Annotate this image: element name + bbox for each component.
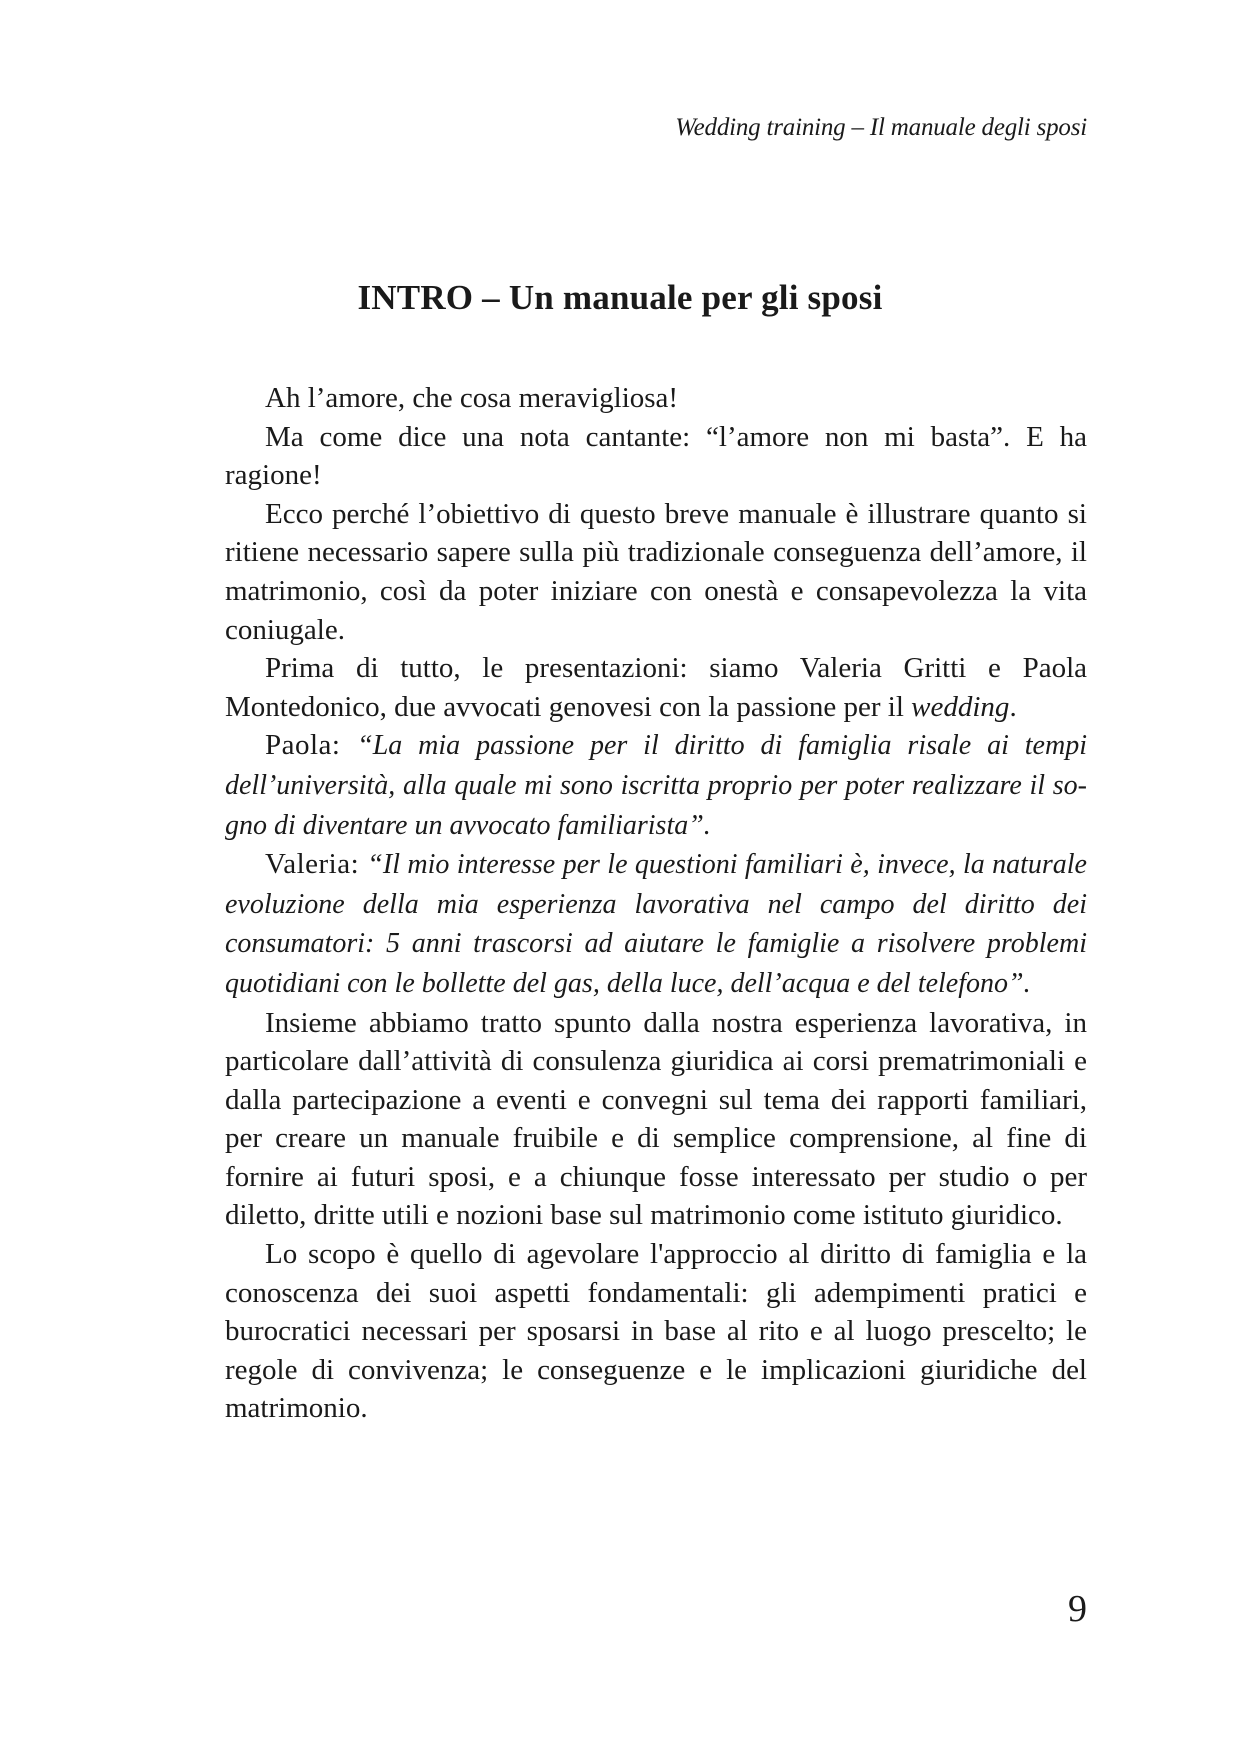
paragraph-4-end: .: [1009, 690, 1017, 723]
paragraph-3: Ecco perché l’obiettivo di questo breve manuale è illustrare quanto si ritiene necessario sapere sulla più tradizionale conseguenza dell’amore, il matrimonio, così da poter iniziare con onestà e consapevolezza la vita coniugale.: [225, 497, 1087, 646]
paragraph-8: Lo scopo è quello di agevolare l'approccio al diritto di famiglia e la conoscenza dei suoi aspetti fondamentali: gli adempimenti pratici e burocratici necessari per sposarsi in base al rito e al luogo prescelto; le regole di convivenza; le conseguenze e le implicazioni giuridiche del matrimonio.: [225, 1238, 1087, 1425]
paragraph-4: [225, 649, 1087, 726]
paragraph-2: Ma come dice una nota cantante: “l’amore non mi basta”. E ha ragione!: [225, 420, 1087, 492]
page-number: 9: [1068, 1588, 1087, 1630]
running-header: Wedding training – Il manuale degli sposi: [675, 114, 1087, 141]
paragraph-7: Insieme abbiamo tratto spunto dalla nostra esperienza lavorativa, in particolare dall’attività di consulenza giuridica ai corsi prematrimoniali e dalla partecipazione a eventi e convegni sul tema dei rapporti familiari, per creare un manuale fruibile e di semplice comprensione, al fine di fornire ai futuri sposi, e a chiunque fosse interessato per studio o per diletto, dritte utili e nozioni base sul matrimonio come istituto giuridico.: [225, 1006, 1087, 1232]
paragraph-1: Ah l’amore, che cosa meravigliosa!: [265, 382, 679, 414]
chapter-title: INTRO – Un manuale per gli sposi: [357, 278, 883, 317]
paragraph-6: [225, 845, 1087, 1003]
paragraph-5: [225, 726, 1087, 845]
speaker-valeria: Valeria:: [265, 848, 368, 881]
paragraph-4-text: Prima di tutto, le presentazioni: siamo Valeria Gritti e Paola Montedonico, due avvocati genovesi con la passione per il: [225, 652, 1087, 723]
paragraph-4-italic: wedding: [911, 690, 1010, 723]
body-text: [225, 379, 1087, 1428]
quote-valeria: “Il mio interesse per le questioni familiari è, invece, la naturale evoluzione della mia esperienza lavorativa nel campo del diritto dei consumatori: 5 anni trascorsi ad aiutare le famiglie a risolvere problemi quotidiani con le bollette del gas, della luce, dell’acqua e del telefono”.: [225, 849, 1087, 999]
quote-paola: “La mia passione per il diritto di famiglia risale ai tempi dell’università, alla quale mi sono iscritta proprio per poter realizzare il sogno di diventare un avvocato familiarista”.: [225, 730, 1087, 841]
speaker-paola: Paola:: [265, 729, 358, 762]
